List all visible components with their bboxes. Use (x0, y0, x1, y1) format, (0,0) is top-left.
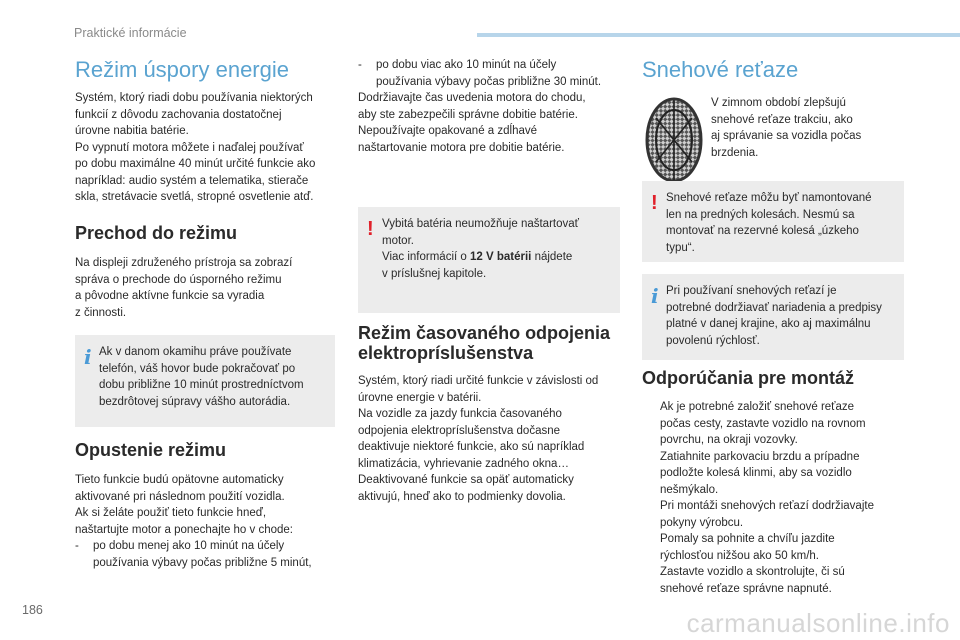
text-line: Systém, ktorý riadi určité funkcie v závislosti od (358, 375, 599, 387)
text-line: Pri používaní snehových reťazí je (666, 285, 837, 297)
text-line: Pri montáži snehových reťazí dodržiavajte (660, 500, 874, 512)
bold-term: 12 V batérii (470, 251, 532, 263)
text-line: aktivované pri následnom použití vozidla. (75, 490, 285, 503)
text-line: Pomaly sa pohnite a chvíľu jazdite (660, 533, 835, 545)
info-box-text (666, 283, 894, 349)
text-line: potrebné dodržiavať nariadenia a predpisy (666, 301, 882, 314)
bullet-mark (642, 564, 660, 597)
info-icon: i (651, 284, 659, 308)
text-span: nájdete (531, 251, 573, 263)
text-line: klimatizácia, vyhrievanie zadného okna… (358, 457, 569, 470)
text-line: Ak je potrebné založiť snehové reťaze (660, 401, 855, 413)
text-line: úrovne nabitia batérie. (75, 125, 189, 137)
text-line: pokyny výrobcu. (660, 516, 744, 529)
dash-item (358, 57, 623, 90)
text-line: deaktivuje niektoré funkcie, ako sú napríklad (358, 441, 585, 453)
text-line: Tieto funkcie budú opätovne automaticky (75, 474, 284, 486)
tips-list (642, 399, 910, 597)
heading-line: elektropríslušenstva (358, 343, 534, 363)
text-span: Viac informácií o (382, 251, 470, 263)
text-line: funkcií z dôvodu zachovania dostatočnej (75, 108, 282, 121)
list-item (642, 498, 910, 531)
warning-box-text (382, 216, 610, 282)
text-line: V zimnom období zlepšujú (711, 97, 846, 109)
col2-top-text (358, 57, 623, 156)
warning-icon: ! (651, 192, 658, 214)
text-line: Ak si želáte použiť tieto funkcie hneď, (75, 507, 267, 519)
text-line: úrovne energie v batérii. (358, 391, 482, 404)
text-line: Na vozidle za jazdy funkcia časovaného (358, 408, 562, 420)
text-line: Dodržiavajte čas uvedenia motora do chodu, (358, 92, 586, 104)
text-line: po dobu viac ako 10 minút na účely (376, 59, 557, 71)
text-line: a pôvodne aktívne funkcie sa vyradia (75, 290, 265, 302)
list-item (642, 399, 910, 449)
warning-icon: ! (367, 218, 374, 240)
text-line: snehové reťaze trakciu, ako (711, 113, 853, 126)
text-line: povrchu, na okraji vozovky. (660, 434, 798, 446)
text-line: naštartovanie motora pre dobitie batérie. (358, 141, 565, 154)
text-line: po dobu menej ako 10 minút na účely (93, 540, 285, 552)
text-line: v príslušnej kapitole. (382, 267, 487, 280)
text-line: brzdenia. (711, 146, 759, 159)
text-line: motor. (382, 234, 414, 247)
list-item (642, 449, 910, 499)
info-icon: i (84, 345, 92, 369)
bullet-mark (642, 449, 660, 499)
text-line: nešmýkalo. (660, 483, 719, 496)
text-line: typu“. (666, 241, 695, 254)
section-label: Praktické informácie (74, 26, 187, 40)
text-line: telefón, váš hovor bude pokračovať po (99, 362, 296, 375)
dash-mark: - (358, 59, 362, 71)
warning-box-battery (358, 207, 620, 313)
text-line: snehové reťaze správne napnuté. (660, 582, 832, 595)
text-line: Systém, ktorý riadi dobu používania niektorých (75, 92, 313, 104)
text-line: po dobu maximálne 40 minút určité funkcie ako (75, 158, 316, 170)
snow-chain-icon (644, 96, 704, 184)
text-line: Vybitá batéria neumožňuje naštartovať (382, 218, 579, 230)
text-line: počas cesty, zastavte vozidlo na rovnom (660, 417, 866, 430)
header-rule (477, 33, 960, 37)
text-line: aj správanie sa vozidla počas (711, 130, 862, 142)
text-line: Ak v danom okamihu práve používate (99, 346, 292, 358)
text-line: bezdrôtovej súpravy vášho autorádia. (99, 395, 291, 408)
text-line: podložte kolesá klinmi, aby sa vozidlo (660, 467, 852, 479)
title-energy-saving: Režim úspory energie (75, 57, 289, 82)
text-line: Zatiahnite parkovaciu brzdu a prípadne (660, 450, 860, 463)
text-line: správa o prechode do úsporného režimu (75, 273, 282, 286)
text-line: Nepoužívajte opakované a zdĺhavé (358, 125, 538, 137)
text-line: aktivujú, hneď ako to podmienky dovolia. (358, 490, 566, 503)
dash-mark: - (75, 540, 79, 552)
watermark: carmanualsonline.info (686, 608, 950, 638)
text-line: skla, stretávacie svetlá, stropné osvetlenie atď. (75, 191, 314, 203)
text-line: Po vypnutí motora môžete i naďalej používať (75, 141, 304, 154)
heading-installation-tips: Odporúčania pre montáž (642, 368, 855, 388)
bullet-mark (642, 531, 660, 564)
text-line: z činnosti. (75, 306, 127, 319)
text-line: naštartujte motor a ponechajte ho v chode: (75, 523, 294, 536)
enter-text (75, 255, 335, 321)
text-line: odpojenia elektropríslušenstva dočasne (358, 424, 561, 437)
heading-timed-disconnect (358, 323, 610, 363)
text-line: platné v danej krajine, ako aj maximálnu (666, 318, 871, 330)
bullet-mark (642, 498, 660, 531)
info-box-phone (75, 335, 335, 427)
page-number: 186 (22, 603, 43, 617)
text-line: Snehové reťaze môžu byť namontované (666, 192, 872, 204)
exit-text (75, 472, 340, 571)
text-line: povolenú rýchlosť. (666, 334, 760, 347)
list-item (642, 531, 910, 564)
bullet-mark (642, 399, 660, 449)
info-box-text (99, 344, 325, 410)
heading-enter-mode: Prechod do režimu (75, 223, 238, 243)
text-line: montovať na rezervné kolesá „úzkeho (666, 225, 859, 237)
warning-box-chains (642, 181, 904, 262)
text-line: Zastavte vozidlo a skontrolujte, či sú (660, 566, 845, 578)
heading-exit-mode: Opustenie režimu (75, 440, 227, 460)
text-line: Deaktivované funkcie sa opäť automaticky (358, 474, 574, 486)
info-box-regulations (642, 274, 904, 360)
energy-intro (75, 90, 340, 206)
heading-line: Režim časovaného odpojenia (358, 323, 611, 343)
text-line: používania výbavy počas približne 5 minút, (93, 556, 312, 569)
text-line: dobu približne 10 minút prostredníctvom (99, 379, 304, 391)
text-line: napríklad: audio systém a telematika, stierače (75, 174, 309, 187)
list-item (642, 564, 910, 597)
warning-box-text (666, 190, 894, 256)
chains-intro (711, 95, 911, 161)
text-line: aby ste zabezpečili správne dobitie batérie. (358, 108, 578, 121)
text-line (382, 249, 610, 266)
text-line: len na predných kolesách. Nesmú sa (666, 208, 855, 221)
dash-item (75, 538, 340, 571)
text-line: rýchlosťou nižšou ako 50 km/h. (660, 549, 820, 562)
title-snow-chains: Snehové reťaze (642, 57, 799, 82)
text-line: používania výbavy počas približne 30 minút. (376, 75, 602, 88)
text-line: Na displeji združeného prístroja sa zobrazí (75, 257, 293, 269)
timed-text (358, 373, 626, 505)
